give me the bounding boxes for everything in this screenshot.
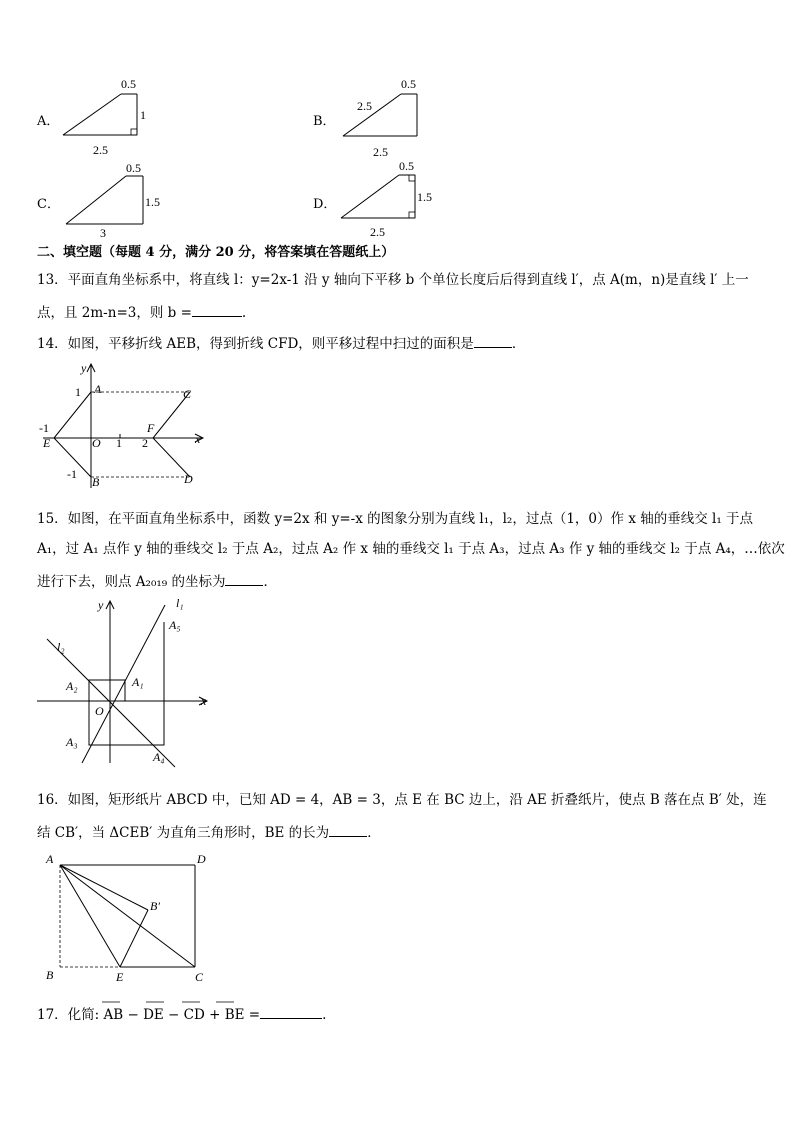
q15-A4: A₄: [153, 750, 165, 764]
option-d-top: 0.5: [399, 159, 414, 173]
q15-line2: A₁，过 A₁ 点作 y 轴的垂线交 l₂ 于点 A₂，过点 A₂ 作 x 轴的垂线交 l₁ 于点 A₃，过点 A₃ 作 y 轴的垂线交 l₂ 于点 A₄，…依次: [37, 541, 785, 557]
q16-C: C: [195, 970, 204, 984]
q15-end: ．: [263, 574, 277, 590]
q14-O: O: [92, 436, 101, 450]
q14-C: C: [183, 387, 192, 401]
q14-figure: [35, 360, 215, 495]
q16-E: E: [116, 970, 124, 984]
q13-end: .: [241, 305, 247, 321]
q14-B: B: [92, 475, 100, 489]
q16-line2: 结 CB′，当 ΔCEB′ 为直角三角形时，BE 的长为: [37, 825, 330, 841]
q15-y-label: y: [98, 598, 104, 612]
q14-x-label: x: [195, 432, 201, 446]
q15-figure: [35, 595, 220, 770]
q16-A: A: [46, 852, 54, 866]
section-title: 二、填空题（每题 4 分，满分 20 分，将答案填在答题纸上）: [37, 245, 395, 260]
option-a-figure: [55, 72, 165, 157]
q14-A: A: [94, 382, 102, 396]
q15-line1: 15．如图，在平面直角坐标系中，函数 y=2x 和 y=-x 的图象分别为直线 l₁，l₂，过点（1，0）作 x 轴的垂线交 l₁ 于点: [37, 511, 754, 527]
q17-vector-marks: [100, 998, 240, 1006]
q14-answer-blank[interactable]: [474, 335, 512, 348]
q14-F: F: [147, 421, 155, 435]
q15-A2: A₂: [66, 679, 78, 693]
q14-tick-yneg1: -1: [67, 467, 77, 481]
q17-row: [37, 1006, 326, 1023]
q17-text: 17．化简: AB − DE − CD + BE =: [37, 1007, 261, 1023]
q15-l1: l₁: [176, 596, 184, 610]
option-c-figure: [58, 158, 173, 243]
q15-A1: A₁: [132, 675, 144, 689]
q15-l2: l₂: [57, 640, 65, 654]
q13-answer-blank[interactable]: [192, 304, 242, 317]
q15-A5: A₅: [169, 618, 181, 632]
q15-O: O: [95, 704, 104, 718]
q14-D: D: [184, 472, 193, 486]
option-b-top: 0.5: [401, 77, 416, 91]
q14-y-label: y: [81, 361, 87, 375]
q14-tick-y1: 1: [75, 385, 81, 399]
q15-x-label: x: [201, 694, 207, 708]
q17-end: .: [322, 1007, 327, 1023]
option-a-bottom: 2.5: [93, 143, 108, 157]
option-a-label: A．: [37, 114, 60, 129]
q16-B: B: [46, 968, 54, 982]
q16-answer-blank[interactable]: [329, 824, 367, 837]
option-b-side: 2.5: [357, 99, 372, 113]
q13-line1: 13．平面直角坐标系中，将直线 l：y=2x-1 沿 y 轴向下平移 b 个单位长度后后得到直线 l′，点 A(m，n)是直线 l′ 上一: [37, 272, 749, 288]
q13-line2: [37, 304, 246, 321]
option-d-bottom: 2.5: [370, 225, 385, 239]
option-a-top: 0.5: [121, 77, 136, 91]
q13-line2-text: 点，且 2m-n=3，则 b =: [37, 305, 192, 321]
q16-line2-row: [37, 824, 381, 841]
q16-D: D: [197, 852, 206, 866]
option-d-figure: [333, 155, 448, 240]
q16-figure: [40, 848, 225, 990]
option-c-side: 1.5: [145, 195, 160, 209]
q15-answer-blank[interactable]: [225, 573, 263, 586]
q14-tick-x2: 2: [142, 436, 148, 450]
q15-line3-row: [37, 573, 277, 590]
option-b-bottom: 2.5: [373, 145, 388, 157]
q14-text-line: [37, 335, 525, 352]
q14-tick-xneg1: -1: [39, 421, 49, 435]
q16-line1: 16．如图，矩形纸片 ABCD 中，已知 AD = 4，AB = 3，点 E 在 BC 边上，沿 AE 折叠纸片，使点 B 落在点 B′ 处，连: [37, 792, 767, 808]
q17-answer-blank[interactable]: [260, 1006, 322, 1019]
q14-text: 14．如图，平移折线 AEB，得到折线 CFD，则平移过程中扫过的面积是: [37, 336, 474, 352]
q15-A3: A₃: [66, 735, 78, 749]
option-c-label: C．: [37, 197, 60, 212]
option-d-label: D．: [313, 197, 337, 212]
option-d-side: 1.5: [417, 190, 432, 204]
option-b-figure: [335, 72, 445, 157]
option-c-bottom: 3: [100, 226, 106, 240]
option-c-top: 0.5: [126, 161, 141, 175]
q14-end: ．: [511, 336, 526, 352]
q16-Bprime: B′: [150, 899, 160, 913]
option-b-label: B．: [313, 114, 336, 129]
q15-line3: 进行下去，则点 A₂₀₁₉ 的坐标为: [37, 574, 226, 590]
q14-tick-x1: 1: [116, 436, 122, 450]
q16-end: ．: [367, 825, 381, 841]
q14-E: E: [43, 436, 51, 450]
option-a-side: 1: [140, 108, 146, 122]
